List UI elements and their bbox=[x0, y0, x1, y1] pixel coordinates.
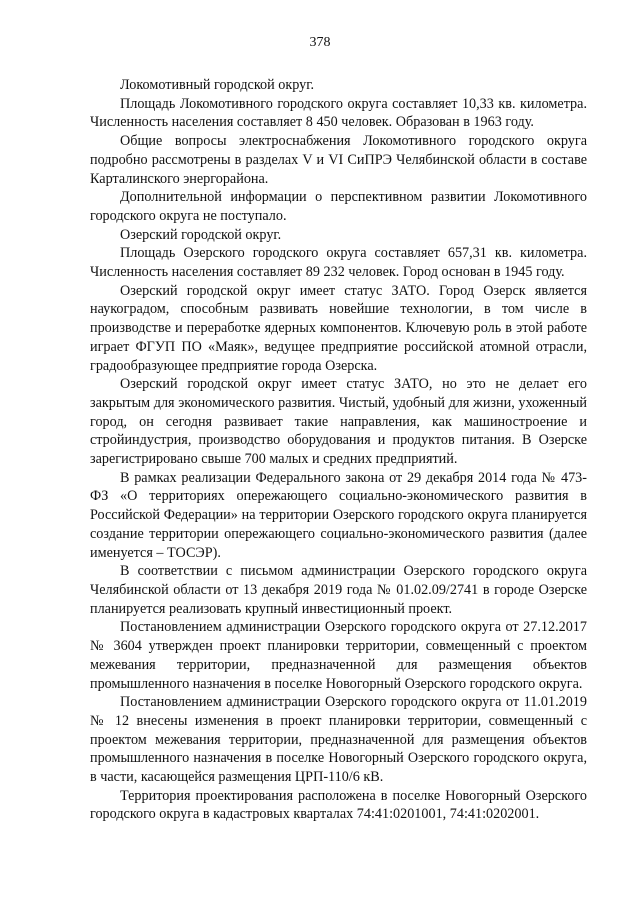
paragraph-ozersky-toser: В рамках реализации Федерального закона от 29 декабря 2014 года № 473-ФЗ «О территориях опережающего социально-экономического развития в Российской Федерации» на территории Озерского городского округа планируется создание территории опережающего социально-экономического развития (далее именуется – ТОСЭР). bbox=[90, 469, 587, 561]
paragraph-ozersky-letter: В соответствии с письмом администрации Озерского городского округа Челябинской области от 13 декабря 2019 года № 01.02.09/2741 в городе Озерске планируется реализовать крупный инвестиционный проект. bbox=[90, 563, 587, 617]
paragraph-ozersky-heading: Озерский городской округ. bbox=[120, 226, 282, 243]
paragraph-ozersky-area: Площадь Озерского городского округа составляет 657,31 кв. километра. Численность населения составляет 89 232 человек. Город основан в 1945 году. bbox=[90, 245, 587, 281]
paragraph-lokomotivny-heading: Локомотивный городской округ. bbox=[120, 77, 315, 93]
paragraph-ozersky-economy: Озерский городской округ имеет статус ЗАТО, но это не делает его закрытым для экономического развития. Чистый, удобный для жизни, ухоженный город, он сегодня развивает такие направления, как машиностроение и стройиндустрия, производство оборудования и продуктов питания. В Озерске зарегистрировано свыше 700 малых и средних предприятий. bbox=[90, 376, 587, 468]
paragraph-ozersky-zato: Озерский городской округ имеет статус ЗАТО. Город Озерск является наукоградом, способным развивать новейшие технологии, в том числе в производстве и переработке ядерных компонентов. Ключевую роль в этой работе играет ФГУП ПО «Маяк», ведущее предприятие российской атомной отрасли, градообразующее предприятие города Озерска. bbox=[90, 282, 587, 374]
paragraph-lokomotivny-no-info: Дополнительной информации о перспективном развитии Локомотивного городского округа не поступало. bbox=[90, 189, 587, 224]
document-body bbox=[90, 76, 587, 824]
paragraph-ozersky-territory: Территория проектирования расположена в поселке Новогорный Озерского городского округа в кадастровых кварталах 74:41:0201001, 74:41:0202001. bbox=[90, 787, 587, 823]
paragraph-ozersky-resolution-2019: Постановлением администрации Озерского городского округа от 11.01.2019 № 12 внесены изменения в проект планировки территории, совмещенный с проектом межевания территории, предназначенной для размещения объектов промышленного назначения в поселке Новогорный Озерского городского округа, в части, касающейся размещения ЦРП-110/6 кВ. bbox=[90, 694, 587, 786]
page-number: 378 bbox=[309, 35, 331, 50]
paragraph-ozersky-resolution-2017: Постановлением администрации Озерского городского округа от 27.12.2017 № 3604 утвержден проект планировки территории, совмещенный с проектом межевания территории, предназначенной для размещения объектов промышленного назначения в поселке Новогорный Озерского городского округа. bbox=[90, 619, 587, 692]
paragraph-lokomotivny-area: Площадь Локомотивного городского округа составляет 10,33 кв. километра. Численность населения составляет 8 450 человек. Образован в 1963 году. bbox=[90, 95, 587, 131]
paragraph-lokomotivny-power: Общие вопросы электроснабжения Локомотивного городского округа подробно рассмотрены в разделах V и VI СиПРЭ Челябинской области в составе Карталинского энергорайона. bbox=[90, 133, 587, 187]
